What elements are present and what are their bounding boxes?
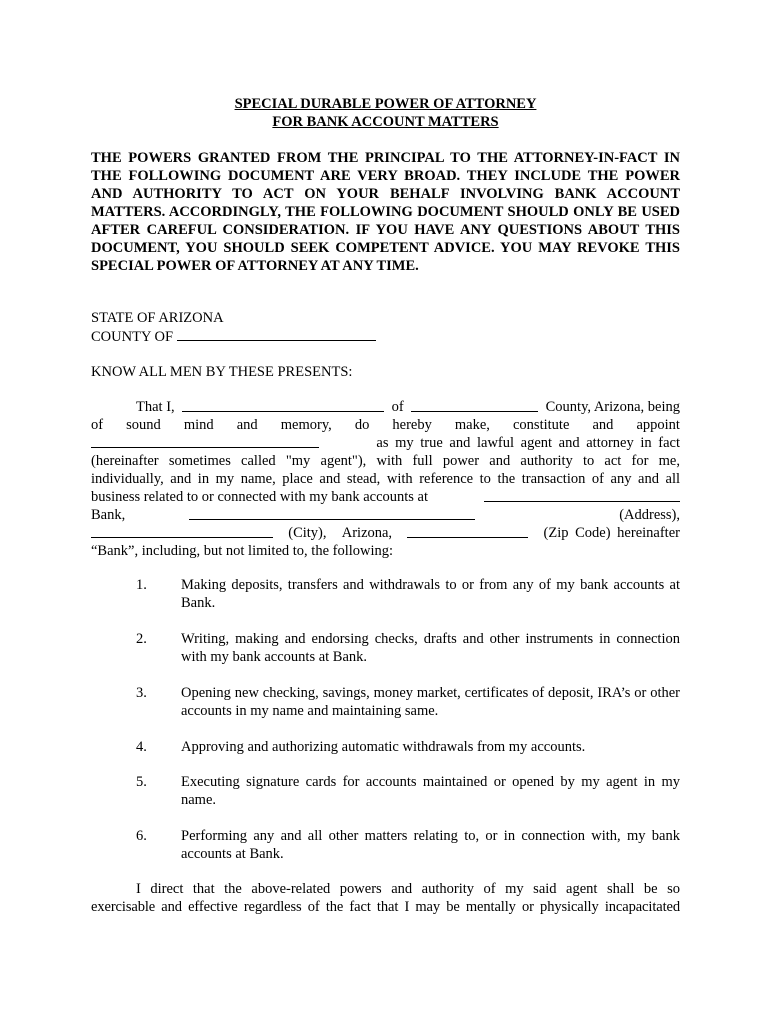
word: appoint: [636, 417, 680, 433]
principal-county-blank[interactable]: [411, 398, 538, 412]
county-label: COUNTY OF: [91, 329, 174, 345]
grant-line-3: [91, 434, 680, 452]
of-text: of: [391, 399, 404, 415]
grant-line-5: individually, and in my name, place and stead, with reference to the transaction of any and all: [91, 471, 680, 487]
grant-line-7: [91, 506, 680, 524]
grant-line-2: [91, 416, 680, 434]
list-number: 1.: [136, 577, 147, 593]
list-text: Executing signature cards for accounts maintained or opened by my agent in my name.: [181, 774, 680, 808]
agent-tail-text: as my true and lawful agent and attorney in fact: [376, 435, 680, 451]
city-text: (City),: [288, 525, 327, 541]
bank-accounts-text: business related to or connected with my bank accounts at: [91, 489, 429, 505]
list-text: Making deposits, transfers and withdrawals to or from any of my bank accounts at Bank.: [181, 577, 680, 611]
bank-text: Bank,: [91, 507, 126, 523]
list-text: Performing any and all other matters relating to, or in connection with, my bank accounts at Bank.: [181, 828, 680, 862]
title-line-1: SPECIAL DURABLE POWER OF ATTORNEY: [234, 96, 537, 112]
list-number: 3.: [136, 685, 147, 701]
word: make,: [454, 417, 490, 433]
word: of: [91, 417, 104, 433]
title-line-2: FOR BANK ACCOUNT MATTERS: [272, 114, 499, 130]
word: memory,: [280, 417, 332, 433]
agent-name-blank[interactable]: [91, 434, 319, 448]
county-blank[interactable]: [177, 327, 376, 341]
venue-block: [91, 309, 680, 346]
state-line: STATE OF ARIZONA: [91, 310, 224, 326]
closing-line-1: I direct that the above-related powers and authority of my said agent shall be so: [136, 881, 680, 897]
word: and: [236, 417, 258, 433]
bank-zip-blank[interactable]: [407, 524, 528, 538]
list-text: Approving and authorizing automatic withdrawals from my accounts.: [181, 739, 586, 755]
list-number: 4.: [136, 739, 147, 755]
principal-name-blank[interactable]: [182, 398, 384, 412]
list-number: 2.: [136, 631, 147, 647]
word: and: [592, 417, 614, 433]
know-all-line: KNOW ALL MEN BY THESE PRESENTS:: [91, 364, 353, 380]
grant-line-6: [91, 488, 680, 506]
grant-line-8: [91, 524, 680, 542]
list-text: Writing, making and endorsing checks, drafts and other instruments in connection with my bank accounts at Bank.: [181, 631, 680, 665]
grant-line-1: [91, 398, 680, 416]
list-text: Opening new checking, savings, money market, certificates of deposit, IRA’s or other accounts in my name and maintaining same.: [181, 685, 680, 719]
zip-text: (Zip Code) hereinafter: [543, 525, 680, 541]
grant-paragraph: [91, 398, 680, 560]
county-line: [91, 327, 680, 346]
closing-paragraph: [91, 880, 680, 916]
word: mind: [183, 417, 214, 433]
arizona-text: Arizona,: [341, 525, 393, 541]
closing-line-2: exercisable and effective regardless of the fact that I may be mentally or physically incapacitated: [91, 899, 680, 915]
bank-name-blank[interactable]: [484, 488, 680, 502]
word: sound: [126, 417, 161, 433]
document-title: [91, 95, 680, 131]
bank-address-blank[interactable]: [189, 506, 475, 520]
bank-city-blank[interactable]: [91, 524, 273, 538]
that-i-text: That I,: [136, 399, 175, 415]
county-arizona-text: County, Arizona, being: [545, 399, 680, 415]
grant-line-9: “Bank”, including, but not limited to, the following:: [91, 543, 394, 559]
grant-line-4: (hereinafter sometimes called "my agent"), with full power and authority to act for me,: [91, 453, 680, 469]
warning-paragraph: THE POWERS GRANTED FROM THE PRINCIPAL TO THE ATTORNEY-IN-FACT IN THE FOLLOWING DOCUMENT ARE VERY BROAD. THEY INCLUDE THE POWER AND AUTHORITY TO ACT ON YOUR BEHALF INVOLVING BANK ACCOUNT MATTERS. ACCORDINGLY, THE FOLLOWING DOCUMENT SHOULD ONLY BE USED AFTER CAREFUL CONSIDERATION. IF YOU HAVE ANY QUESTIONS ABOUT THIS DOCUMENT, YOU SHOULD SEEK COMPETENT ADVICE. YOU MAY REVOKE THIS SPECIAL POWER OF ATTORNEY AT ANY TIME.: [91, 150, 680, 274]
address-text: (Address),: [619, 507, 680, 523]
list-number: 5.: [136, 774, 147, 790]
word: hereby: [392, 417, 432, 433]
word: do: [354, 417, 370, 433]
word: constitute: [513, 417, 570, 433]
list-number: 6.: [136, 828, 147, 844]
